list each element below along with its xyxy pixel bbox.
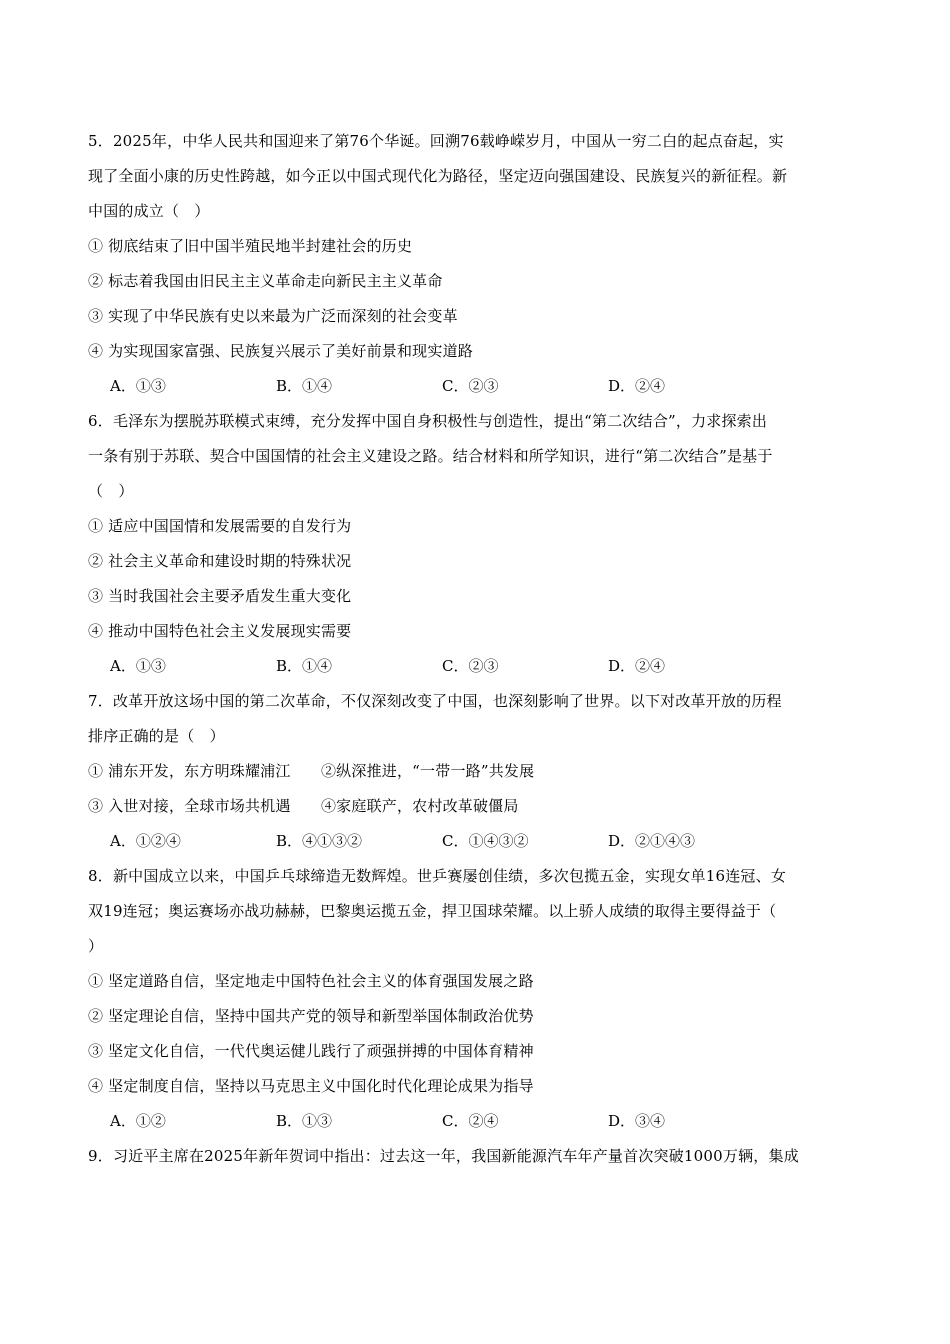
answer-choice-a: A．①②④	[110, 832, 181, 850]
question-stem-line: 一条有别于苏联、契合中国国情的社会主义建设之路。结合材料和所学知识，进行“第二次结合”是基于	[88, 447, 773, 465]
answer-choice-b: B．①④	[276, 377, 333, 395]
question-8	[88, 859, 863, 1139]
answer-choice-d: D．③④	[608, 1112, 666, 1130]
question-9	[88, 1139, 863, 1174]
question-5	[88, 124, 863, 404]
question-stem-line: 6．毛泽东为摆脱苏联模式束缚，充分发挥中国自身积极性与创造性，提出“第二次结合”，力求探索出	[88, 412, 768, 430]
answer-choice-b: B．①③	[276, 1112, 333, 1130]
answer-choice-a: A．①③	[110, 657, 166, 675]
question-7	[88, 684, 863, 859]
statement-option: ① 彻底结束了旧中国半殖民地半封建社会的历史	[88, 237, 413, 255]
question-stem-line: 现了全面小康的历史性跨越，如今正以中国式现代化为路径，坚定迈向强国建设、民族复兴的新征程。新	[88, 167, 788, 185]
statement-option: ③ 当时我国社会主要矛盾发生重大变化	[88, 587, 352, 605]
answer-choice-c: C．①④③②	[442, 832, 529, 850]
answer-choice-a: A．①②	[110, 1112, 166, 1130]
answer-choice-c: C．②③	[442, 657, 499, 675]
question-stem-line: 7．改革开放这场中国的第二次革命，不仅深刻改变了中国，也深刻影响了世界。以下对改革开放的历程	[88, 692, 782, 710]
statement-option: ① 浦东开发，东方明珠耀浦江 ②纵深推进，“一带一路”共发展	[88, 762, 535, 780]
question-stem-line: 8．新中国成立以来，中国乒乓球缔造无数辉煌。世乒赛屡创佳绩，多次包揽五金，实现女单16连冠、女	[88, 867, 787, 885]
question-stem-line: 排序正确的是（ ）	[88, 727, 225, 745]
statement-option: ③ 入世对接，全球市场共机遇 ④家庭联产，农村改革破僵局	[88, 797, 519, 815]
answer-choice-c: C．②③	[442, 377, 499, 395]
question-stem-line: ）	[88, 937, 104, 955]
statement-option: ④ 为实现国家富强、民族复兴展示了美好前景和现实道路	[88, 342, 473, 360]
answer-choice-b: B．①④	[276, 657, 333, 675]
question-6	[88, 404, 863, 684]
statement-option: ④ 推动中国特色社会主义发展现实需要	[88, 622, 352, 640]
question-stem-line: 双19连冠；奥运赛场亦战功赫赫，巴黎奥运揽五金，捍卫国球荣耀。以上骄人成绩的取得主要得益于（	[88, 902, 777, 920]
answer-choice-d: D．②①④③	[608, 832, 696, 850]
answer-choices	[88, 369, 863, 404]
document-page	[88, 124, 863, 1174]
statement-option: ③ 坚定文化自信，一代代奥运健儿践行了顽强拼搏的中国体育精神	[88, 1042, 534, 1060]
answer-choice-c: C．②④	[442, 1112, 499, 1130]
statement-option: ③ 实现了中华民族有史以来最为广泛而深刻的社会变革	[88, 307, 458, 325]
answer-choices	[88, 824, 863, 859]
statement-option: ② 标志着我国由旧民主主义革命走向新民主主义革命	[88, 272, 443, 290]
answer-choice-d: D．②④	[608, 657, 666, 675]
answer-choices	[88, 649, 863, 684]
answer-choice-d: D．②④	[608, 377, 666, 395]
question-stem-line: 5．2025年，中华人民共和国迎来了第76个华诞。回溯76载峥嵘岁月，中国从一穷二白的起点奋起，实	[88, 132, 784, 150]
statement-option: ④ 坚定制度自信，坚持以马克思主义中国化时代化理论成果为指导	[88, 1077, 534, 1095]
question-stem-line: （ ）	[88, 482, 134, 500]
answer-choice-a: A．①③	[110, 377, 166, 395]
question-stem-line: 中国的成立（ ）	[88, 202, 210, 220]
statement-option: ② 社会主义革命和建设时期的特殊状况	[88, 552, 352, 570]
question-stem-line: 9．习近平主席在2025年新年贺词中指出：过去这一年，我国新能源汽车年产量首次突破1000万辆，集成	[88, 1147, 799, 1165]
statement-option: ① 坚定道路自信，坚定地走中国特色社会主义的体育强国发展之路	[88, 972, 534, 990]
statement-option: ② 坚定理论自信，坚持中国共产党的领导和新型举国体制政治优势	[88, 1007, 534, 1025]
answer-choices	[88, 1104, 863, 1139]
statement-option: ① 适应中国国情和发展需要的自发行为	[88, 517, 352, 535]
answer-choice-b: B．④①③②	[276, 832, 363, 850]
